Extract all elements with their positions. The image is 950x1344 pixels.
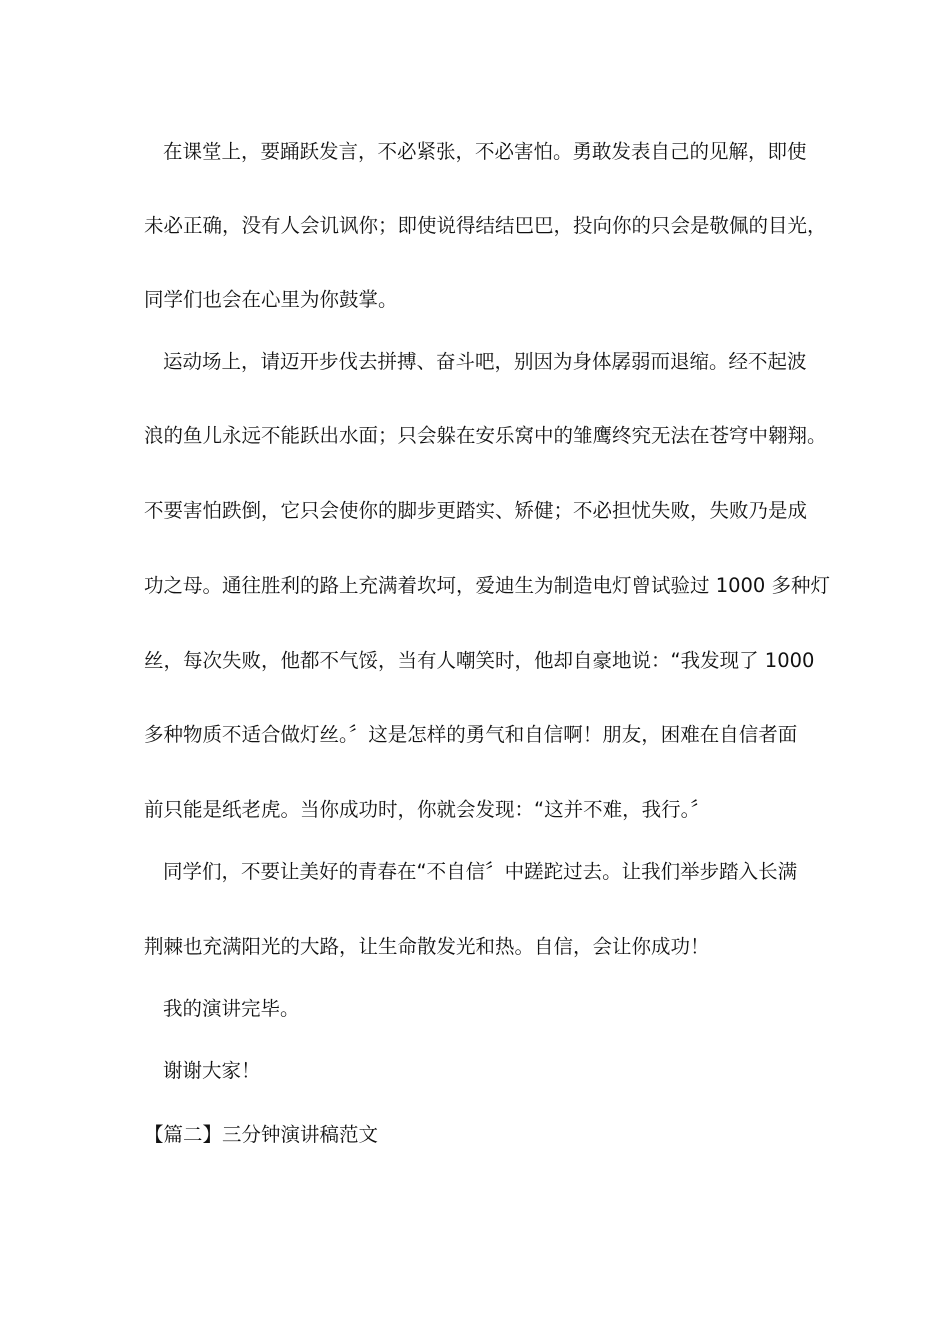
section-heading: 【篇二】三分钟演讲稿范文	[144, 1123, 379, 1146]
paragraph-line: 功之母。通往胜利的路上充满着坎坷，爱迪生为制造电灯曾试验过 1000 多种灯	[144, 574, 831, 597]
paragraph-line: 不要害怕跌倒，它只会使你的脚步更踏实、矫健；不必担忧失败，失败乃是成	[144, 499, 808, 522]
paragraph-line: 未必正确，没有人会讥讽你；即使说得结结巴巴，投向你的只会是敬佩的目光，	[144, 214, 827, 237]
paragraph-line: 丝，每次失败，他都不气馁，当有人嘲笑时，他却自豪地说：“我发现了 1000	[144, 649, 815, 672]
paragraph-line: 多种物质不适合做灯丝。〞这是怎样的勇气和自信啊！朋友，困难在自信者面	[144, 723, 798, 746]
paragraph-line: 我的演讲完毕。	[163, 997, 300, 1020]
paragraph-line: 谢谢大家！	[163, 1059, 261, 1082]
paragraph-line: 同学们，不要让美好的青春在“不自信〞中蹉跎过去。让我们举步踏入长满	[163, 860, 798, 883]
paragraph-line: 荆棘也充满阳光的大路，让生命散发光和热。自信，会让你成功！	[144, 935, 710, 958]
paragraph-line: 浪的鱼儿永远不能跃出水面；只会躲在安乐窝中的雏鹰终究无法在苍穹中翱翔。	[144, 424, 827, 447]
paragraph-line: 同学们也会在心里为你鼓掌。	[144, 288, 398, 311]
paragraph-line: 前只能是纸老虎。当你成功时，你就会发现：“这并不难，我行。〞	[144, 798, 710, 821]
paragraph-line: 在课堂上，要踊跃发言，不必紧张，不必害怕。勇敢发表自己的见解，即使	[163, 140, 807, 163]
paragraph-line: 运动场上，请迈开步伐去拼搏、奋斗吧，别因为身体孱弱而退缩。经不起波	[163, 350, 807, 373]
